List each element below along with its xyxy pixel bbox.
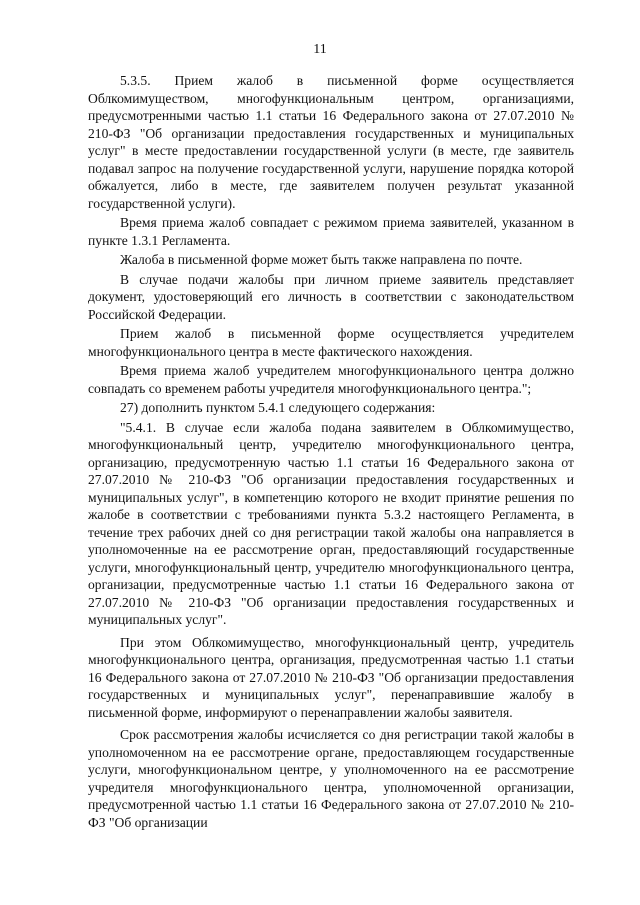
paragraph-personal-reception: В случае подачи жалобы при личном приеме заявитель представляет документ, удостоверяющий его личность в соответствии с законодательством Российской Федерации. — [88, 271, 574, 322]
paragraph-founder-reception: Прием жалоб в письменной форме осуществляется учредителем многофункционального центра в месте фактического нахождения. — [88, 326, 574, 359]
paragraph-redirect-notice: При этом Облкомимущество, многофункциональный центр, учредитель многофункционального центра, организация, предусмотренная частью 1.1 статьи 16 Федерального закона от 27.07.2010 № 210-ФЗ "Об организации предоставления государственных и муниципальных услуг", перенаправившие жалобу в письменной форме, информируют о перенаправлении жалобы заявителя. — [88, 634, 574, 720]
page-number: 11 — [313, 42, 327, 57]
paragraph-founder-time: Время приема жалоб учредителем многофункционального центра должно совпадать со временем работы учредителя многофункционального центра."; — [88, 363, 574, 396]
paragraph-review-period: Срок рассмотрения жалобы исчисляется со дня регистрации такой жалобы в уполномоченном на ее рассмотрение органе, предоставляющем государственные услуги, многофункциональном центре, у уполномоченного на ее рассмотрение учредителя многофункционального центра, уполномоченной организации, предусмотренной частью 1.1 статьи 16 Федерального закона от 27.07.2010 № 210-ФЗ "Об организации — [88, 727, 574, 830]
paragraph-mail-submission: Жалоба в письменной форме может быть также направлена по почте. — [120, 252, 523, 267]
paragraph-5-4-1: "5.4.1. В случае если жалоба подана заявителем в Облкомимущество, многофункциональный центр, учредителю многофункционального центра, организацию, предусмотренную частью 1.1 статьи 16 Федерального закона от 27.07.2010 № 210-ФЗ "Об организации предоставления государственных и муниципальных услуг", в компетенцию которого не входит принятие решения по жалобе в соответствии с требованиями пункта 5.3.2 настоящего Регламента, в течение трех рабочих дней со дня регистрации такой жалобы она направляется в уполномоченные на ее рассмотрение орган, предоставляющий государственные услуги, многофункциональный центр, учредителю многофункционального центра, организации, предусмотренные частью 1.1 статьи 16 Федерального закона от 27.07.2010 № 210-ФЗ "Об организации предоставления государственных и муниципальных услуг". — [88, 419, 574, 627]
document-body — [88, 72, 574, 833]
paragraph-reception-time: Время приема жалоб совпадает с режимом приема заявителей, указанном в пункте 1.3.1 Регламента. — [88, 215, 574, 248]
paragraph-5-3-5: 5.3.5. Прием жалоб в письменной форме осуществляется Облкомимуществом, многофункциональным центром, организациями, предусмотренными частью 1.1 статьи 16 Федерального закона от 27.07.2010 № 210-ФЗ "Об организации предоставления государственных и муниципальных услуг" в месте предоставлении государственной услуги (в месте, где заявитель подавал запрос на получение государственной услуги, нарушение порядка которой обжалуется, либо в месте, где заявителем получен результат указанной государственной услуги). — [88, 73, 574, 211]
paragraph-amendment-27: 27) дополнить пунктом 5.4.1 следующего содержания: — [120, 400, 436, 415]
